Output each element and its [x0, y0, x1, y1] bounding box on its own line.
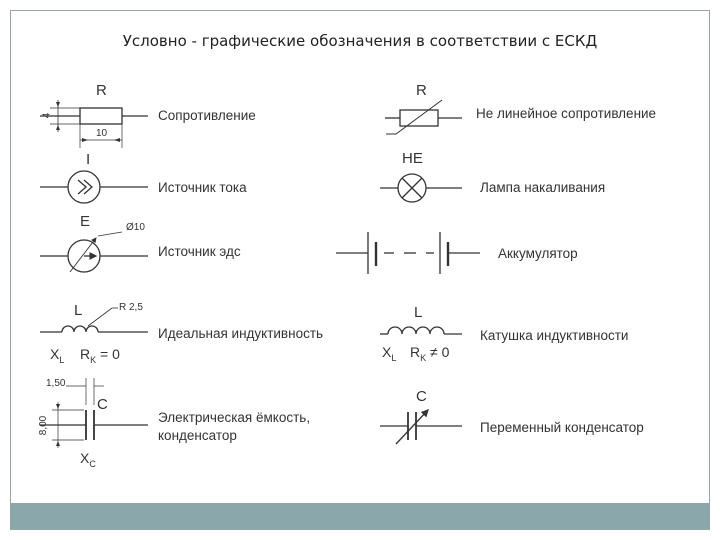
nonlinear-resistor-label: Не линейное сопротивление	[476, 106, 657, 121]
battery-label: Аккумулятор	[498, 246, 578, 261]
capacitor-label-line2: конденсатор	[158, 428, 237, 443]
variable-capacitor-symbol	[380, 410, 462, 444]
lamp-label: Лампа накаливания	[480, 180, 606, 195]
current-source-letter: I	[86, 151, 91, 168]
resistor-width-dim: 10	[96, 128, 108, 139]
capacitor-reactance: $X_C$	[80, 450, 96, 469]
emf-source-label: Источник эдс	[158, 244, 241, 259]
resistor-height-dim: 4	[41, 112, 53, 119]
nonlinear-resistor-symbol	[385, 100, 462, 134]
capacitor-gap-dim: 1,50	[46, 378, 66, 389]
inductor-coil-reactance: $X_L$	[382, 344, 397, 363]
ideal-inductance-label: Идеальная индуктивность	[158, 326, 324, 341]
nonlinear-resistor-letter: R	[416, 82, 427, 99]
battery-symbol	[336, 232, 480, 274]
page-title: Условно - графические обозначения в соответствии с ЕСКД	[122, 32, 598, 50]
emf-diameter-dim: Ø10	[126, 222, 145, 233]
lamp-symbol	[380, 174, 462, 202]
capacitor-height-dim: 8,00	[38, 415, 50, 436]
resistor-symbol	[40, 100, 148, 148]
lamp-letter: HE	[402, 150, 423, 167]
variable-capacitor-letter: C	[416, 388, 427, 405]
inductor-coil-resistance: $R_K \ne 0$	[410, 344, 450, 363]
resistor-label: Сопротивление	[158, 108, 256, 123]
current-source-symbol	[40, 171, 148, 203]
capacitor-letter: C	[97, 396, 108, 413]
ideal-inductance-reactance: $X_L$	[50, 346, 65, 365]
inductor-coil-symbol	[380, 327, 462, 334]
current-source-label: Источник тока	[158, 180, 247, 195]
capacitor-label-line1: Электрическая ёмкость,	[158, 410, 311, 425]
emf-source-symbol	[40, 232, 148, 272]
ideal-inductance-letter: L	[74, 302, 83, 319]
inductor-coil-letter: L	[414, 304, 423, 321]
inductor-coil-label: Катушка индуктивности	[480, 328, 629, 343]
ideal-inductance-radius-dim: R 2,5	[119, 302, 143, 313]
emf-source-letter: E	[80, 213, 91, 230]
variable-capacitor-label: Переменный конденсатор	[480, 420, 644, 435]
resistor-symbol-letter: R	[96, 82, 107, 99]
ideal-inductance-resistance: $R_K = 0$	[80, 346, 120, 365]
